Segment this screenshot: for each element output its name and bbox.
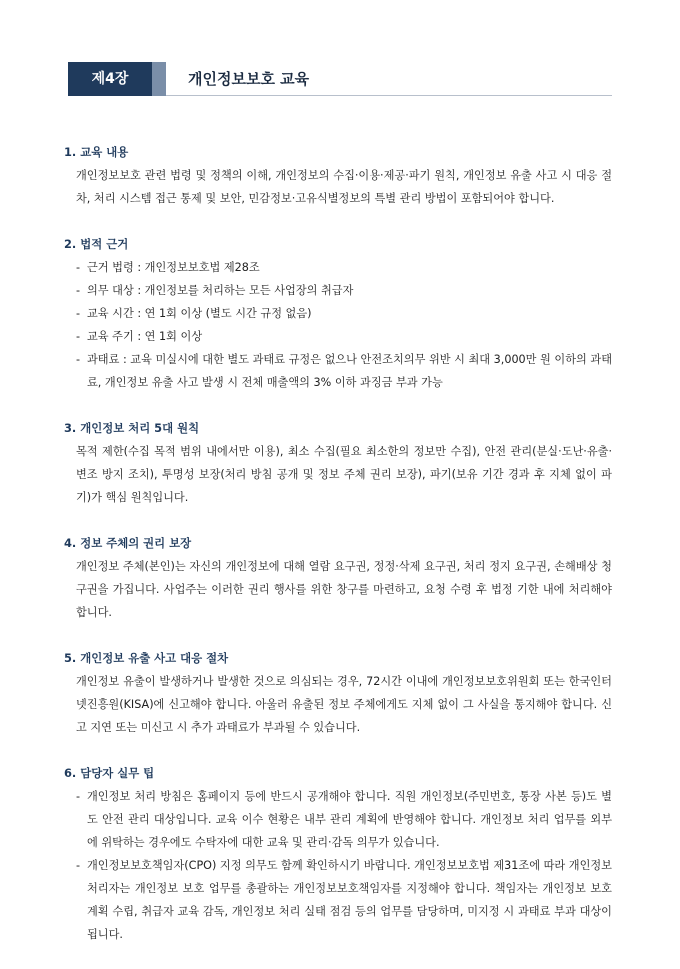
list-item: - 의무 대상 : 개인정보를 처리하는 모든 사업장의 취급자 xyxy=(76,279,612,302)
section-legal-basis xyxy=(64,233,612,394)
chapter-number: 제4장 xyxy=(91,71,129,87)
list-item: - 교육 시간 : 연 1회 이상 (별도 시간 규정 없음) xyxy=(76,302,612,325)
chapter-title: 개인정보보호 교육 xyxy=(188,70,310,88)
section-text: 개인정보보호 관련 법령 및 정책의 이해, 개인정보의 수집·이용·제공·파기 원칙, 개인정보 유출 사고 시 대응 절차, 처리 시스템 접근 통제 및 보안, 민감정보·고유식별정보의 특별 관리 방법이 포함되어야 합니다. xyxy=(76,169,612,205)
section-text: 목적 제한(수집 목적 범위 내에서만 이용), 최소 수집(필요 최소한의 정보만 수집), 안전 관리(분실·도난·유출·변조 방지 조치), 투명성 보장(처리 방침 공개 및 정보 주체 권리 보장), 파기(보유 기간 경과 후 지체 없이 파기)가 핵심 원칙입니다. xyxy=(76,445,612,504)
list-item: - 교육 주기 : 연 1회 이상 xyxy=(76,325,612,348)
section-title: 4. 정보 주체의 권리 보장 xyxy=(64,536,192,550)
bullet-list xyxy=(64,785,612,946)
header-divider xyxy=(166,95,612,96)
section-text: 개인정보 유출이 발생하거나 발생한 것으로 의심되는 경우, 72시간 이내에 개인정보보호위원회 또는 한국인터넷진흥원(KISA)에 신고해야 합니다. 아울러 유출된 정보 주체에게도 지체 없이 그 사실을 통지해야 합니다. 신고 지연 또는 미신고 시 추가 과태료가 부과될 수 있습니다. xyxy=(76,675,612,734)
list-item: - 개인정보 처리 방침은 홈페이지 등에 반드시 공개해야 합니다. 직원 개인정보(주민번호, 통장 사본 등)도 별도 안전 관리 대상입니다. 교육 이수 현황은 내부 관리 계획에 반영해야 합니다. 개인정보 처리 업무를 외부에 위탁하는 경우에도 수탁자에 대한 교육 및 관리·감독 의무가 있습니다. xyxy=(76,785,612,854)
document-body xyxy=(64,141,612,969)
chapter-badge-accent xyxy=(152,62,166,96)
list-item: - 개인정보보호책임자(CPO) 지정 의무도 함께 확인하시기 바랍니다. 개인정보보호법 제31조에 따라 개인정보처리자는 개인정보 보호 업무를 총괄하는 개인정보보호책임자를 지정해야 합니다. 책임자는 개인정보 보호 계획 수립, 취급자 교육 감독, 개인정보 처리 실태 점검 등의 업무를 담당하며, 미지정 시 과태료 부과 대상이 됩니다. xyxy=(76,854,612,946)
section-five-principles xyxy=(64,417,612,509)
section-title: 3. 개인정보 처리 5대 원칙 xyxy=(64,421,200,435)
list-item: - 과태료 : 교육 미실시에 대한 별도 과태료 규정은 없으나 안전조치의무 위반 시 최대 3,000만 원 이하의 과태료, 개인정보 유출 사고 발생 시 전체 매출액의 3% 이하 과징금 부과 가능 xyxy=(76,348,612,394)
section-text: 개인정보 주체(본인)는 자신의 개인정보에 대해 열람 요구권, 정정·삭제 요구권, 처리 정지 요구권, 손해배상 청구권을 가집니다. 사업주는 이러한 권리 행사를 위한 창구를 마련하고, 요청 수령 후 법정 기한 내에 처리해야 합니다. xyxy=(76,560,612,619)
section-title: 6. 담당자 실무 팁 xyxy=(64,766,155,780)
chapter-header xyxy=(68,62,612,96)
section-practical-tips xyxy=(64,762,612,946)
bullet-list xyxy=(64,256,612,394)
section-title: 2. 법적 근거 xyxy=(64,237,129,251)
list-item: - 근거 법령 : 개인정보보호법 제28조 xyxy=(76,256,612,279)
section-title: 1. 교육 내용 xyxy=(64,145,129,159)
section-breach-response xyxy=(64,647,612,739)
section-education-content xyxy=(64,141,612,210)
section-subject-rights xyxy=(64,532,612,624)
section-title: 5. 개인정보 유출 사고 대응 절차 xyxy=(64,651,229,665)
